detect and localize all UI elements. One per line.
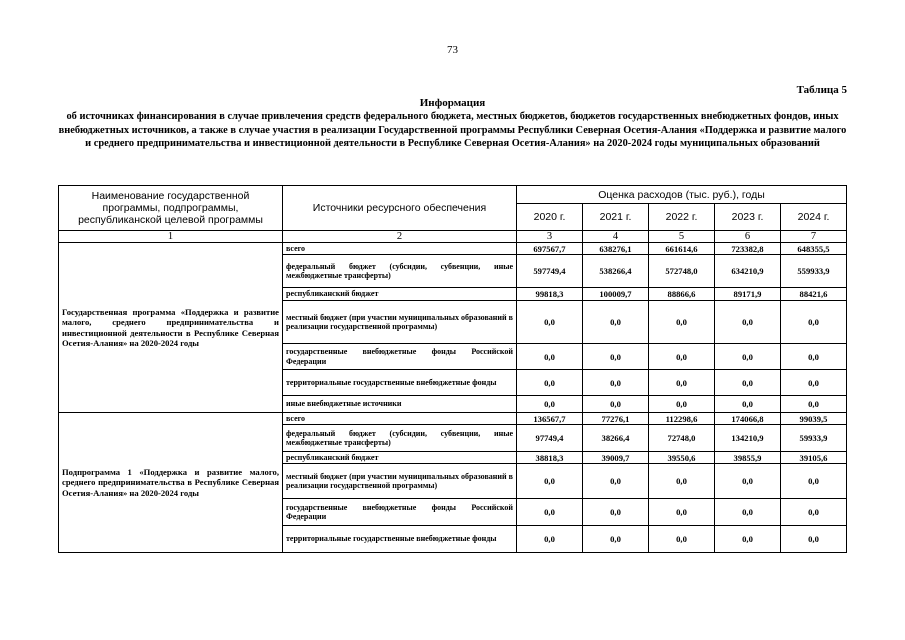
value-cell: 0,0: [649, 526, 715, 553]
value-cell: 0,0: [715, 301, 781, 344]
value-cell: 0,0: [781, 301, 847, 344]
column-numbers-row: [59, 231, 847, 243]
value-cell: 99818,3: [517, 288, 583, 301]
table-row: [59, 413, 847, 425]
value-cell: 100009,7: [583, 288, 649, 301]
value-cell: 661614,6: [649, 243, 715, 255]
value-cell: 0,0: [715, 344, 781, 370]
column-number: 2: [283, 231, 517, 243]
value-cell: 89171,9: [715, 288, 781, 301]
header-row-top: [59, 186, 847, 204]
header-year: 2021 г.: [583, 204, 649, 231]
source-cell: всего: [283, 413, 517, 425]
column-number: 4: [583, 231, 649, 243]
source-cell: республиканский бюджет: [283, 288, 517, 301]
value-cell: 72748,0: [649, 425, 715, 452]
value-cell: 38266,4: [583, 425, 649, 452]
column-number: 1: [59, 231, 283, 243]
value-cell: 0,0: [715, 370, 781, 396]
value-cell: 0,0: [517, 396, 583, 413]
value-cell: 0,0: [517, 526, 583, 553]
source-cell: республиканский бюджет: [283, 452, 517, 464]
value-cell: 0,0: [649, 344, 715, 370]
value-cell: 0,0: [781, 344, 847, 370]
value-cell: 39009,7: [583, 452, 649, 464]
value-cell: 88421,6: [781, 288, 847, 301]
value-cell: 0,0: [583, 464, 649, 499]
value-cell: 134210,9: [715, 425, 781, 452]
column-number: 6: [715, 231, 781, 243]
funding-table: [58, 185, 847, 553]
value-cell: 0,0: [583, 499, 649, 526]
header-program: Наименование государственной программы, подпрограммы, республиканской целевой программы: [59, 186, 283, 231]
value-cell: 174066,8: [715, 413, 781, 425]
header-year: 2024 г.: [781, 204, 847, 231]
value-cell: 572748,0: [649, 255, 715, 288]
source-cell: государственные внебюджетные фонды Российской Федерации: [283, 499, 517, 526]
value-cell: 0,0: [583, 526, 649, 553]
source-cell: местный бюджет (при участии муниципальных образований в реализации государственной программы): [283, 301, 517, 344]
value-cell: 0,0: [517, 301, 583, 344]
source-cell: местный бюджет (при участии муниципальных образований в реализации государственной программы): [283, 464, 517, 499]
value-cell: 0,0: [781, 370, 847, 396]
value-cell: 723382,8: [715, 243, 781, 255]
value-cell: 0,0: [583, 301, 649, 344]
value-cell: 0,0: [715, 396, 781, 413]
source-cell: иные внебюджетные источники: [283, 396, 517, 413]
value-cell: 0,0: [517, 370, 583, 396]
value-cell: 0,0: [715, 499, 781, 526]
value-cell: 0,0: [517, 464, 583, 499]
value-cell: 88866,6: [649, 288, 715, 301]
column-number: 3: [517, 231, 583, 243]
document-title: Информация: [419, 97, 486, 109]
value-cell: 39105,6: [781, 452, 847, 464]
column-number: 5: [649, 231, 715, 243]
value-cell: 634210,9: [715, 255, 781, 288]
header-source: Источники ресурсного обеспечения: [283, 186, 517, 231]
value-cell: 0,0: [649, 396, 715, 413]
value-cell: 0,0: [781, 464, 847, 499]
header-year: 2020 г.: [517, 204, 583, 231]
program-name: Государственная программа «Поддержка и развитие малого, среднего предпринимательства и инвестиционной деятельности в Республике Северная Осетия-Алания» на 2020-2024 годы: [59, 243, 283, 413]
value-cell: 0,0: [583, 344, 649, 370]
document-subtitle: об источниках финансирования в случае привлечения средств федерального бюджета, местных бюджетов, бюджетов государственных внебюджетных фондов, иных внебюджетных источников, а также в случае участия в реализации Государственной программы Республики Северная Осетия-Алания «Поддержка и развитие малого и среднего предпринимательства и инвестиционной деятельности в Республике Северная Осетия-Алания» на 2020-2024 годы муниципальных образований: [58, 111, 847, 149]
value-cell: 559933,9: [781, 255, 847, 288]
source-cell: государственные внебюджетные фонды Российской Федерации: [283, 344, 517, 370]
value-cell: 112298,6: [649, 413, 715, 425]
value-cell: 59933,9: [781, 425, 847, 452]
value-cell: 39550,6: [649, 452, 715, 464]
value-cell: 0,0: [649, 464, 715, 499]
header-year: 2023 г.: [715, 204, 781, 231]
value-cell: 0,0: [781, 526, 847, 553]
subprogram-name: Подпрограмма 1 «Поддержка и развитие малого, среднего предпринимательства в Республике Северная Осетия-Алания» на 2020-2024 годы: [59, 413, 283, 553]
value-cell: 0,0: [649, 499, 715, 526]
value-cell: 77276,1: [583, 413, 649, 425]
header-year: 2022 г.: [649, 204, 715, 231]
value-cell: 0,0: [517, 499, 583, 526]
value-cell: 0,0: [517, 344, 583, 370]
value-cell: 39855,9: [715, 452, 781, 464]
value-cell: 0,0: [781, 396, 847, 413]
table-label: Таблица 5: [796, 84, 847, 96]
value-cell: 136567,7: [517, 413, 583, 425]
value-cell: 0,0: [649, 301, 715, 344]
source-cell: федеральный бюджет (субсидии, субвенции, иные межбюджетные трансферты): [283, 255, 517, 288]
value-cell: 697567,7: [517, 243, 583, 255]
value-cell: 99039,5: [781, 413, 847, 425]
value-cell: 0,0: [715, 526, 781, 553]
header-estimate: Оценка расходов (тыс. руб.), годы: [517, 186, 847, 204]
column-number: 7: [781, 231, 847, 243]
value-cell: 597749,4: [517, 255, 583, 288]
value-cell: 0,0: [715, 464, 781, 499]
source-cell: всего: [283, 243, 517, 255]
value-cell: 0,0: [649, 370, 715, 396]
value-cell: 38818,3: [517, 452, 583, 464]
page-number: 73: [447, 44, 458, 56]
value-cell: 0,0: [583, 370, 649, 396]
value-cell: 538266,4: [583, 255, 649, 288]
value-cell: 638276,1: [583, 243, 649, 255]
source-cell: территориальные государственные внебюджетные фонды: [283, 370, 517, 396]
value-cell: 0,0: [583, 396, 649, 413]
value-cell: 648355,5: [781, 243, 847, 255]
source-cell: федеральный бюджет (субсидии, субвенции, иные межбюджетные трансферты): [283, 425, 517, 452]
source-cell: территориальные государственные внебюджетные фонды: [283, 526, 517, 553]
value-cell: 97749,4: [517, 425, 583, 452]
value-cell: 0,0: [781, 499, 847, 526]
table-row: [59, 243, 847, 255]
